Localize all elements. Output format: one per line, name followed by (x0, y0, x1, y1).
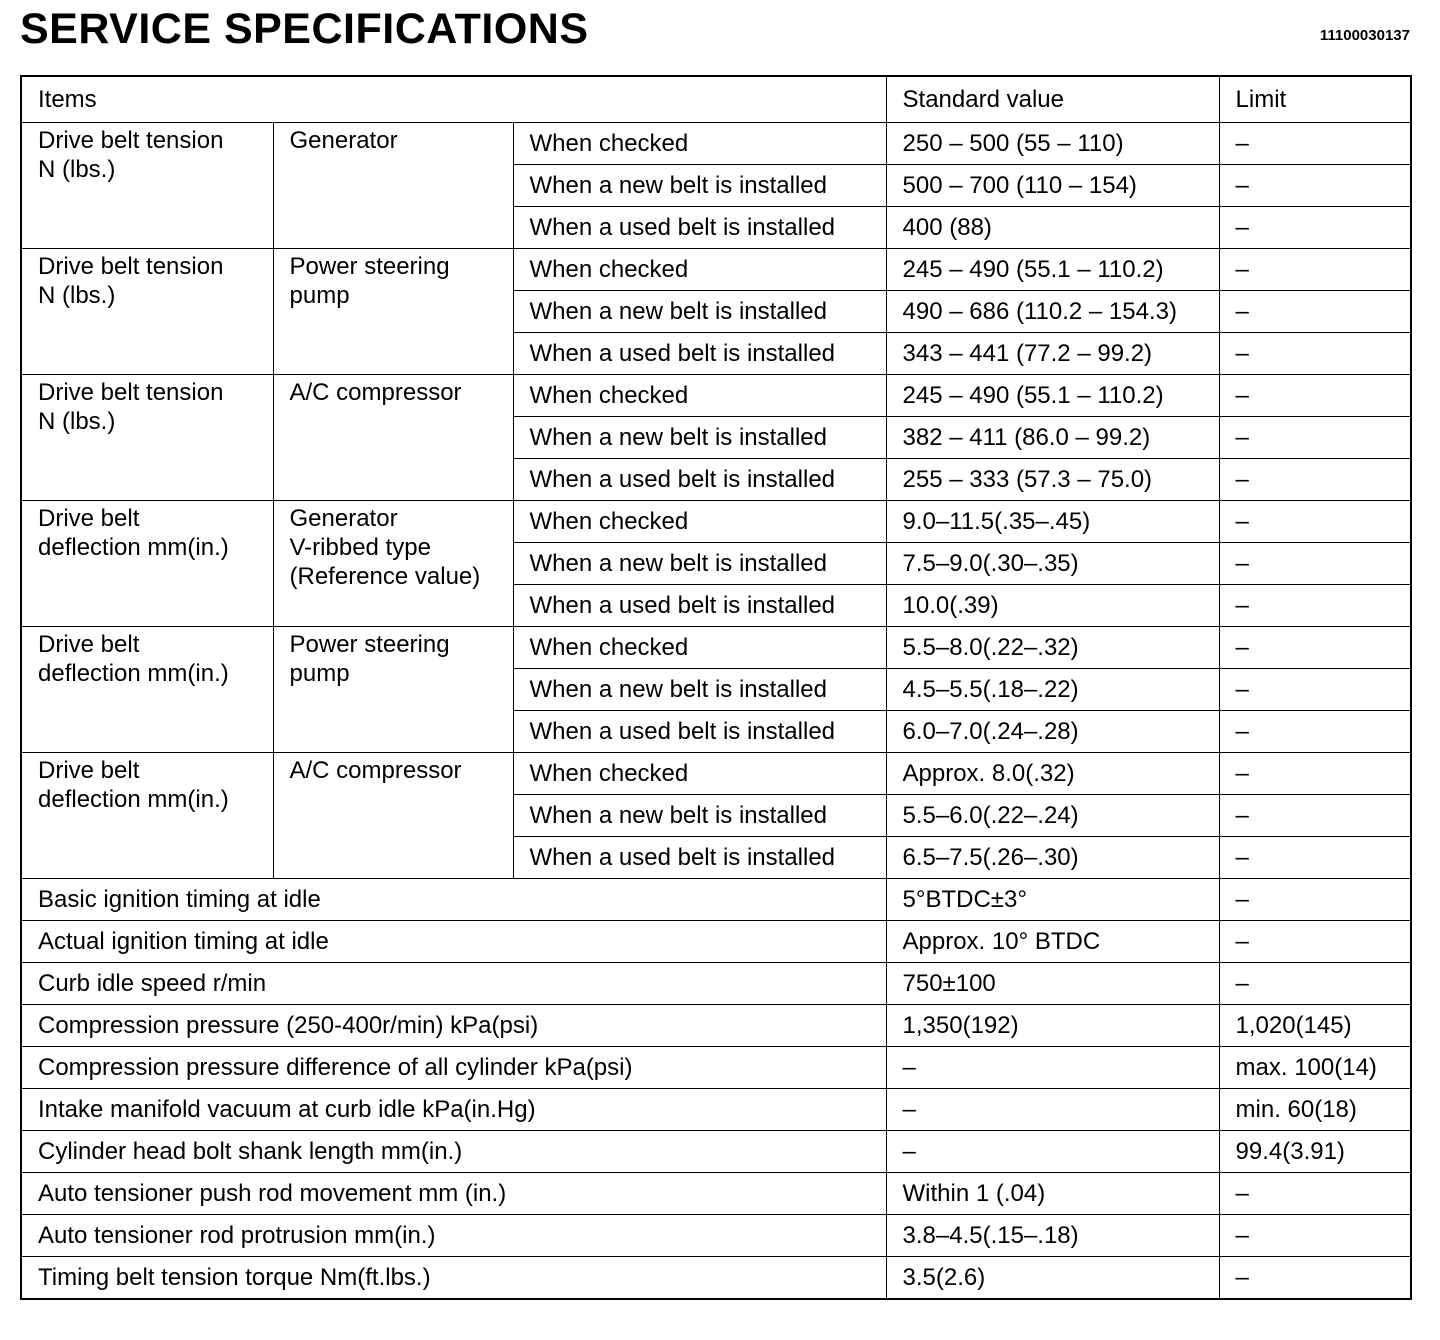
standard-value-cell: 7.5–9.0(.30–.35) (886, 543, 1219, 585)
table-row (21, 921, 1411, 963)
condition-cell: When a used belt is installed (513, 207, 886, 249)
standard-value-cell: 5.5–8.0(.22–.32) (886, 627, 1219, 669)
table-row (21, 1173, 1411, 1215)
table-row (21, 375, 1411, 417)
limit-cell: – (1219, 501, 1411, 543)
standard-value-cell: 400 (88) (886, 207, 1219, 249)
condition-cell: When a used belt is installed (513, 459, 886, 501)
condition-cell: When a new belt is installed (513, 165, 886, 207)
limit-cell: – (1219, 207, 1411, 249)
standard-value-cell: 9.0–11.5(.35–.45) (886, 501, 1219, 543)
header-standard-value: Standard value (886, 76, 1219, 123)
condition-cell: When a new belt is installed (513, 417, 886, 459)
standard-value-cell: 245 – 490 (55.1 – 110.2) (886, 375, 1219, 417)
limit-cell: – (1219, 963, 1411, 1005)
limit-cell: – (1219, 1257, 1411, 1300)
document-id: 11100030137 (1319, 27, 1410, 44)
condition-cell: When checked (513, 753, 886, 795)
component-cell: Generator V-ribbed type (Reference value) (273, 501, 513, 627)
limit-cell: 99.4(3.91) (1219, 1131, 1411, 1173)
item-cell: Drive belt tension N (lbs.) (21, 249, 273, 375)
condition-cell: When checked (513, 501, 886, 543)
table-row (21, 1047, 1411, 1089)
condition-cell: When a new belt is installed (513, 795, 886, 837)
standard-value-cell: – (886, 1131, 1219, 1173)
condition-cell: When checked (513, 627, 886, 669)
table-row (21, 123, 1411, 165)
item-cell: Cylinder head bolt shank length mm(in.) (21, 1131, 886, 1173)
standard-value-cell: 255 – 333 (57.3 – 75.0) (886, 459, 1219, 501)
item-cell: Drive belt deflection mm(in.) (21, 627, 273, 753)
limit-cell: – (1219, 753, 1411, 795)
header-items: Items (21, 76, 886, 123)
limit-cell: – (1219, 921, 1411, 963)
table-row (21, 627, 1411, 669)
condition-cell: When checked (513, 375, 886, 417)
limit-cell: – (1219, 417, 1411, 459)
standard-value-cell: – (886, 1047, 1219, 1089)
standard-value-cell: 750±100 (886, 963, 1219, 1005)
table-body (21, 76, 1411, 1299)
limit-cell: max. 100(14) (1219, 1047, 1411, 1089)
item-cell: Auto tensioner push rod movement mm (in.) (21, 1173, 886, 1215)
item-cell: Compression pressure (250-400r/min) kPa(psi) (21, 1005, 886, 1047)
condition-cell: When a used belt is installed (513, 585, 886, 627)
item-cell: Drive belt deflection mm(in.) (21, 501, 273, 627)
table-row (21, 1257, 1411, 1300)
component-cell: Generator (273, 123, 513, 249)
standard-value-cell: 6.0–7.0(.24–.28) (886, 711, 1219, 753)
limit-cell: 1,020(145) (1219, 1005, 1411, 1047)
standard-value-cell: 382 – 411 (86.0 – 99.2) (886, 417, 1219, 459)
table-row (21, 501, 1411, 543)
standard-value-cell: 5°BTDC±3° (886, 879, 1219, 921)
table-row (21, 879, 1411, 921)
limit-cell: – (1219, 249, 1411, 291)
condition-cell: When checked (513, 249, 886, 291)
limit-cell: – (1219, 837, 1411, 879)
service-specifications-table (20, 75, 1412, 1300)
limit-cell: – (1219, 291, 1411, 333)
standard-value-cell: 245 – 490 (55.1 – 110.2) (886, 249, 1219, 291)
standard-value-cell: 343 – 441 (77.2 – 99.2) (886, 333, 1219, 375)
limit-cell: – (1219, 123, 1411, 165)
header-limit: Limit (1219, 76, 1411, 123)
item-cell: Actual ignition timing at idle (21, 921, 886, 963)
component-cell: Power steering pump (273, 249, 513, 375)
limit-cell: – (1219, 543, 1411, 585)
item-cell: Auto tensioner rod protrusion mm(in.) (21, 1215, 886, 1257)
item-cell: Drive belt tension N (lbs.) (21, 123, 273, 249)
standard-value-cell: 10.0(.39) (886, 585, 1219, 627)
table-row (21, 1089, 1411, 1131)
component-cell: A/C compressor (273, 753, 513, 879)
condition-cell: When a used belt is installed (513, 333, 886, 375)
condition-cell: When a new belt is installed (513, 291, 886, 333)
table-row (21, 1131, 1411, 1173)
standard-value-cell: 3.8–4.5(.15–.18) (886, 1215, 1219, 1257)
limit-cell: – (1219, 459, 1411, 501)
limit-cell: – (1219, 669, 1411, 711)
standard-value-cell: Approx. 8.0(.32) (886, 753, 1219, 795)
component-cell: Power steering pump (273, 627, 513, 753)
item-cell: Intake manifold vacuum at curb idle kPa(in.Hg) (21, 1089, 886, 1131)
limit-cell: – (1219, 879, 1411, 921)
standard-value-cell: 500 – 700 (110 – 154) (886, 165, 1219, 207)
table-row (21, 1215, 1411, 1257)
standard-value-cell: 4.5–5.5(.18–.22) (886, 669, 1219, 711)
standard-value-cell: 3.5(2.6) (886, 1257, 1219, 1300)
table-row (21, 249, 1411, 291)
condition-cell: When a used belt is installed (513, 837, 886, 879)
item-cell: Drive belt deflection mm(in.) (21, 753, 273, 879)
limit-cell: min. 60(18) (1219, 1089, 1411, 1131)
limit-cell: – (1219, 585, 1411, 627)
standard-value-cell: 5.5–6.0(.22–.24) (886, 795, 1219, 837)
header-row (21, 76, 1411, 123)
standard-value-cell: 490 – 686 (110.2 – 154.3) (886, 291, 1219, 333)
item-cell: Curb idle speed r/min (21, 963, 886, 1005)
limit-cell: – (1219, 165, 1411, 207)
standard-value-cell: Within 1 (.04) (886, 1173, 1219, 1215)
item-cell: Basic ignition timing at idle (21, 879, 886, 921)
page-title: SERVICE SPECIFICATIONS (20, 5, 589, 53)
item-cell: Timing belt tension torque Nm(ft.lbs.) (21, 1257, 886, 1300)
limit-cell: – (1219, 795, 1411, 837)
condition-cell: When a new belt is installed (513, 669, 886, 711)
component-cell: A/C compressor (273, 375, 513, 501)
limit-cell: – (1219, 375, 1411, 417)
standard-value-cell: 6.5–7.5(.26–.30) (886, 837, 1219, 879)
condition-cell: When a new belt is installed (513, 543, 886, 585)
table-row (21, 1005, 1411, 1047)
limit-cell: – (1219, 1173, 1411, 1215)
limit-cell: – (1219, 1215, 1411, 1257)
limit-cell: – (1219, 627, 1411, 669)
limit-cell: – (1219, 333, 1411, 375)
condition-cell: When checked (513, 123, 886, 165)
standard-value-cell: – (886, 1089, 1219, 1131)
table-row (21, 963, 1411, 1005)
item-cell: Drive belt tension N (lbs.) (21, 375, 273, 501)
item-cell: Compression pressure difference of all cylinder kPa(psi) (21, 1047, 886, 1089)
table-row (21, 753, 1411, 795)
standard-value-cell: 1,350(192) (886, 1005, 1219, 1047)
limit-cell: – (1219, 711, 1411, 753)
condition-cell: When a used belt is installed (513, 711, 886, 753)
standard-value-cell: Approx. 10° BTDC (886, 921, 1219, 963)
standard-value-cell: 250 – 500 (55 – 110) (886, 123, 1219, 165)
